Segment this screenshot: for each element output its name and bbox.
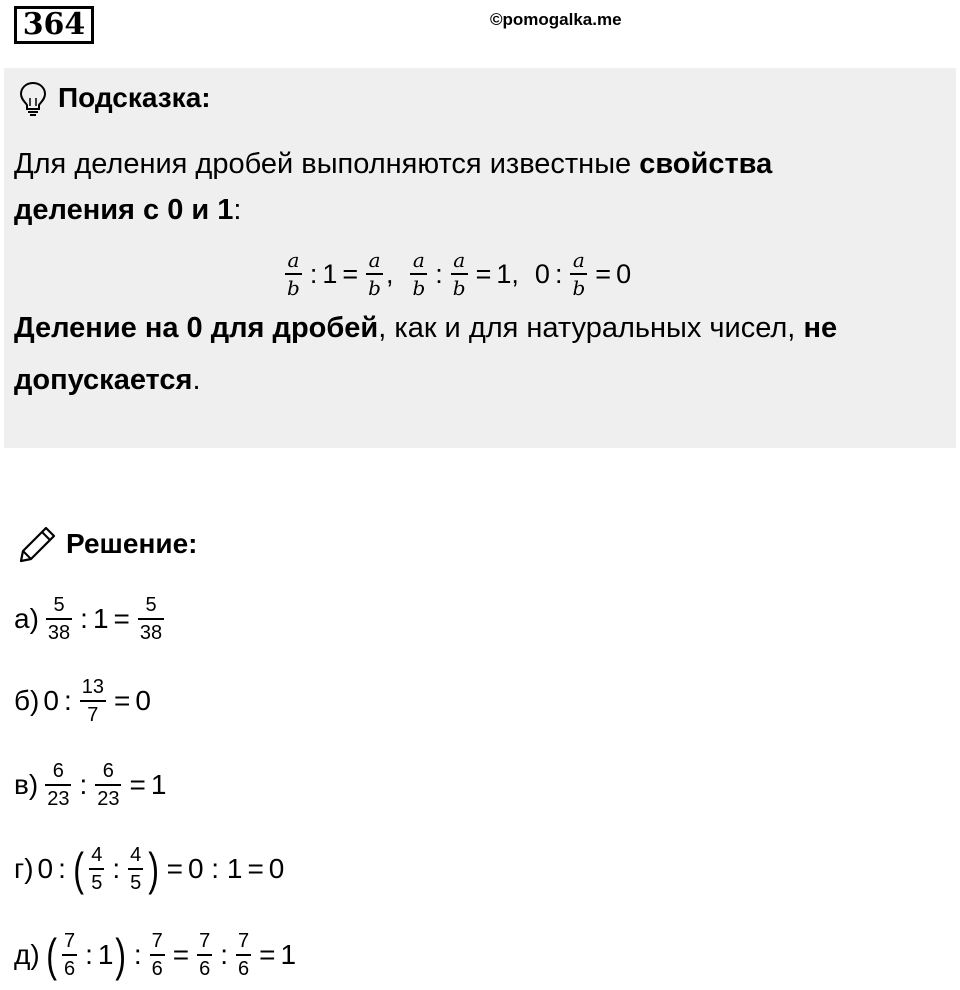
fraction-denominator: 5 [130, 872, 142, 894]
fraction-denominator: 38 [139, 622, 163, 644]
fraction-bar [128, 868, 143, 870]
fraction-numerator: 6 [102, 760, 114, 782]
parenthesis: ) [148, 843, 160, 895]
fraction-a-b [451, 250, 468, 298]
text-fragment: не [803, 312, 838, 344]
hint-line-1 [14, 142, 944, 186]
fraction-a-b [366, 250, 383, 298]
fraction [95, 761, 121, 809]
fraction-bar [80, 700, 106, 702]
text-fragment: деления с 0 и 1 [14, 194, 234, 226]
fraction-bar [451, 273, 468, 275]
text-fragment: 0 [616, 258, 632, 289]
math-operator: : [554, 258, 563, 289]
fraction-bar [570, 273, 587, 275]
parenthesis: ) [115, 929, 127, 981]
text-fragment: : [233, 194, 242, 226]
fraction [197, 931, 212, 979]
fraction-numerator: 7 [151, 930, 163, 952]
math-operator: : [85, 939, 93, 970]
text-fragment: , как и для натуральных чисел, [378, 312, 804, 344]
fraction-denominator: 38 [47, 622, 71, 644]
math-operator: = [595, 258, 612, 289]
math-operator: : [309, 258, 318, 289]
fraction-denominator: 5 [91, 872, 103, 894]
math-operator: = [113, 603, 130, 634]
problem-number: 364 [14, 6, 94, 44]
math-operator: = [259, 939, 276, 970]
fraction-bar [150, 954, 165, 956]
fraction-denominator: 6 [199, 958, 211, 980]
fraction-a-b [285, 250, 302, 298]
math-operator: = [113, 685, 131, 716]
fraction-denominator: b [368, 276, 381, 300]
fraction-bar [46, 618, 72, 620]
text-fragment: . [192, 364, 201, 396]
fraction [236, 931, 251, 979]
solution-title: Решение: [66, 528, 198, 559]
fraction-bar [138, 618, 164, 620]
fraction-a-b [570, 250, 587, 298]
item-label: а) [14, 603, 39, 634]
fraction-denominator: 6 [64, 958, 76, 980]
fraction-numerator: 5 [145, 594, 157, 616]
fraction [46, 595, 72, 643]
solution-line-e [14, 920, 296, 990]
fraction-numerator: 4 [130, 844, 142, 866]
fraction-denominator: b [287, 276, 300, 300]
text-fragment: 0 [268, 853, 285, 884]
parenthesis: ( [73, 843, 84, 895]
fraction-numerator: 7 [199, 930, 211, 952]
fraction-bar [62, 954, 77, 956]
fraction-bar [410, 273, 427, 275]
fraction [89, 845, 104, 893]
fraction-numerator: 7 [237, 930, 250, 952]
parenthesis: ( [45, 929, 57, 981]
text-fragment: 0 [534, 258, 550, 289]
fraction-bar [45, 784, 71, 786]
lightbulb-icon [18, 80, 48, 116]
solution-heading [18, 522, 197, 566]
fraction-bar [236, 954, 251, 956]
hint-line-2 [14, 188, 944, 232]
fraction-denominator: b [412, 276, 426, 300]
math-operator: : [133, 939, 142, 970]
text-fragment: , [385, 258, 394, 289]
item-label: в) [14, 769, 39, 800]
fraction-denominator: 23 [47, 788, 70, 810]
text-fragment: 1 [322, 258, 338, 289]
solution-line-a [14, 584, 167, 654]
site-watermark: ©pomogalka.me [490, 10, 622, 29]
math-operator: : [63, 685, 72, 716]
fraction-numerator: a [453, 248, 466, 272]
text-fragment: свойства [639, 148, 773, 180]
hint-title: Подсказка: [58, 82, 211, 113]
fraction-numerator: a [572, 248, 585, 272]
text-fragment: допускается [14, 364, 193, 396]
fraction [128, 845, 143, 893]
math-operator: = [247, 853, 264, 884]
text-fragment: 0 : 1 [187, 853, 243, 884]
fraction-bar [366, 273, 383, 275]
math-operator: = [129, 769, 146, 800]
text-fragment: 1, [496, 258, 519, 289]
fraction-numerator: 7 [64, 930, 76, 952]
fraction-numerator: a [412, 248, 425, 272]
fraction-denominator: b [452, 276, 466, 300]
math-operator: : [58, 853, 66, 884]
fraction [62, 931, 77, 979]
fraction-denominator: 6 [151, 958, 163, 980]
fraction [80, 677, 106, 725]
fraction-denominator: 6 [237, 958, 250, 980]
hint-line-3 [14, 306, 944, 350]
text-fragment: 1 [280, 939, 297, 970]
text-fragment: Для деления дробей выполняются известные [14, 148, 640, 180]
fraction-bar [285, 273, 302, 275]
fraction [45, 761, 71, 809]
math-operator: = [342, 258, 359, 289]
solution-line-d [14, 834, 284, 904]
fraction-numerator: 13 [81, 676, 104, 698]
item-label: б) [14, 685, 40, 716]
fraction-numerator: 5 [53, 594, 65, 616]
pencil-icon [18, 524, 58, 564]
fraction-bar [89, 868, 104, 870]
text-fragment: 0 [37, 853, 54, 884]
text-fragment: 1 [97, 939, 114, 970]
fraction [138, 595, 164, 643]
math-operator: : [435, 258, 443, 289]
fraction-numerator: a [368, 248, 381, 272]
math-operator: : [220, 939, 228, 970]
math-operator: = [475, 258, 492, 289]
text-fragment: 0 [135, 685, 151, 716]
fraction-numerator: 4 [91, 844, 103, 866]
fraction-numerator: 6 [52, 760, 64, 782]
text-fragment: 0 [43, 685, 59, 716]
fraction-denominator: 7 [87, 704, 99, 726]
hint-line-4 [14, 358, 944, 402]
math-operator: = [166, 853, 183, 884]
fraction-denominator: b [572, 276, 586, 300]
item-label: г) [14, 853, 34, 884]
fraction [150, 931, 165, 979]
text-fragment: Деление на 0 для дробей [14, 312, 379, 344]
solution-line-b [14, 666, 151, 736]
fraction-bar [197, 954, 212, 956]
text-fragment: 1 [92, 603, 109, 634]
hint-heading [18, 78, 211, 118]
division-properties-formula [282, 244, 631, 304]
math-operator: : [80, 603, 88, 634]
math-operator: = [172, 939, 190, 970]
fraction-bar [95, 784, 121, 786]
text-fragment: 1 [150, 769, 167, 800]
math-operator: : [112, 853, 121, 884]
solution-line-c [14, 750, 166, 820]
fraction-denominator: 23 [97, 788, 120, 810]
fraction-a-b [410, 250, 427, 298]
fraction-numerator: a [287, 248, 300, 272]
math-operator: : [79, 769, 88, 800]
item-label: д) [14, 939, 40, 970]
